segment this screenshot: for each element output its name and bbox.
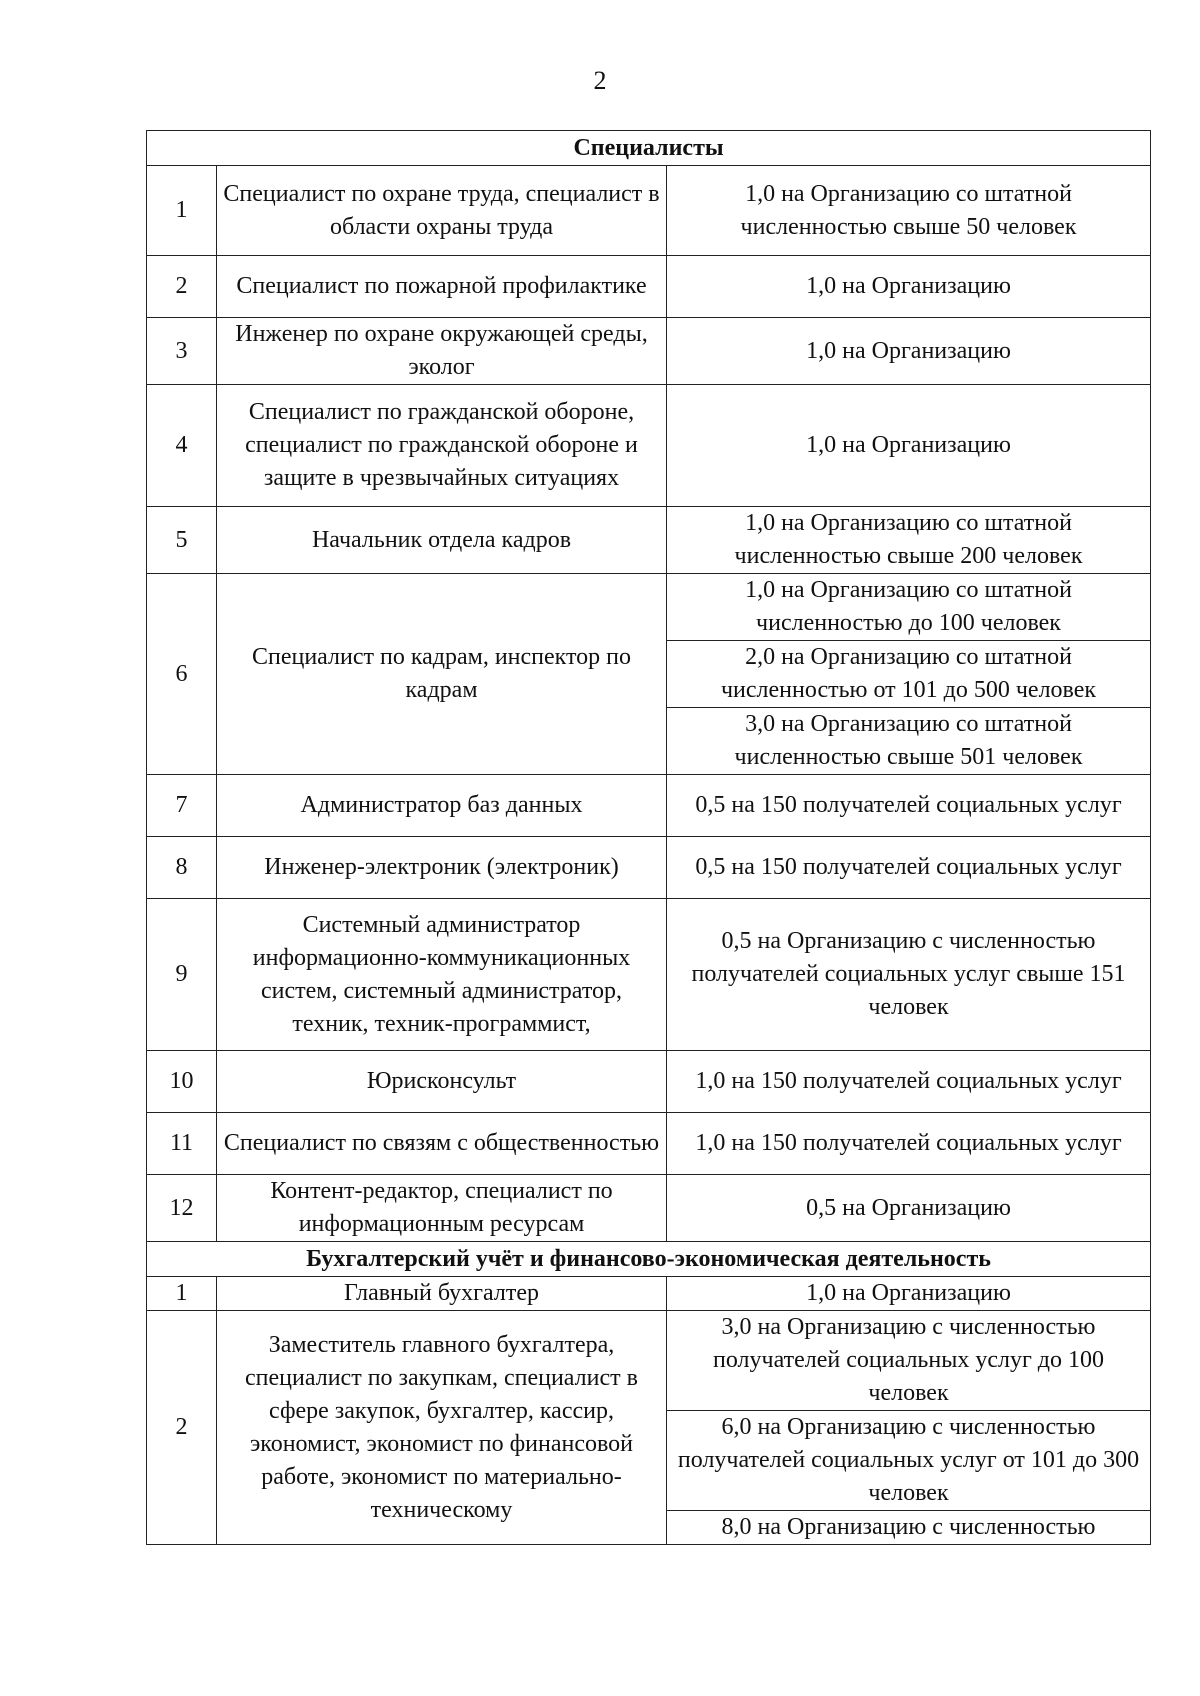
position-name: Специалист по гражданской обороне, специалист по гражданской обороне и защите в чрезвычайных ситуациях	[217, 385, 667, 507]
staff-norm: 0,5 на 150 получателей социальных услуг	[667, 837, 1151, 899]
staff-norm: 1,0 на Организацию со штатной численностью до 100 человек	[667, 574, 1151, 641]
table-row	[147, 507, 1151, 574]
staff-norm: 3,0 на Организацию с численностью получателей социальных услуг до 100 человек	[667, 1311, 1151, 1411]
row-number: 7	[147, 775, 217, 837]
table-row	[147, 166, 1151, 256]
row-number: 11	[147, 1113, 217, 1175]
staff-norm: 1,0 на 150 получателей социальных услуг	[667, 1113, 1151, 1175]
position-name: Специалист по охране труда, специалист в области охраны труда	[217, 166, 667, 256]
staff-norm: 1,0 на Организацию	[667, 385, 1151, 507]
staff-norm: 1,0 на Организацию	[667, 256, 1151, 318]
staff-norm: 1,0 на 150 получателей социальных услуг	[667, 1051, 1151, 1113]
row-number: 12	[147, 1175, 217, 1242]
table-row	[147, 1051, 1151, 1113]
row-number: 8	[147, 837, 217, 899]
position-name: Инженер-электроник (электроник)	[217, 837, 667, 899]
section-header-row	[147, 131, 1151, 166]
table-row	[147, 318, 1151, 385]
staff-norm: 1,0 на Организацию со штатной численностью свыше 200 человек	[667, 507, 1151, 574]
staff-norm: 1,0 на Организацию	[667, 1277, 1151, 1311]
row-number: 5	[147, 507, 217, 574]
row-number: 1	[147, 166, 217, 256]
table-row	[147, 256, 1151, 318]
staff-norm: 1,0 на Организацию со штатной численностью свыше 50 человек	[667, 166, 1151, 256]
position-name: Системный администратор информационно-коммуникационных систем, системный администратор, техник, техник-программист,	[217, 899, 667, 1051]
table-row	[147, 899, 1151, 1051]
staffing-table	[146, 130, 1151, 1545]
staff-norm: 8,0 на Организацию с численностью	[667, 1511, 1151, 1545]
position-name: Специалист по пожарной профилактике	[217, 256, 667, 318]
position-name: Главный бухгалтер	[217, 1277, 667, 1311]
position-name: Инженер по охране окружающей среды, эколог	[217, 318, 667, 385]
table-row	[147, 837, 1151, 899]
staff-norm: 2,0 на Организацию со штатной численностью от 101 до 500 человек	[667, 641, 1151, 708]
position-name: Юрисконсульт	[217, 1051, 667, 1113]
table-row	[147, 574, 1151, 641]
section-header-row	[147, 1242, 1151, 1277]
position-name: Контент-редактор, специалист по информационным ресурсам	[217, 1175, 667, 1242]
position-name: Заместитель главного бухгалтера, специалист по закупкам, специалист в сфере закупок, бухгалтер, кассир, экономист, экономист по финансовой работе, экономист по материально-техническому	[217, 1311, 667, 1545]
position-name: Начальник отдела кадров	[217, 507, 667, 574]
position-name: Специалист по кадрам, инспектор по кадрам	[217, 574, 667, 775]
table-row	[147, 1175, 1151, 1242]
row-number: 6	[147, 574, 217, 775]
staff-norm: 3,0 на Организацию со штатной численностью свыше 501 человек	[667, 708, 1151, 775]
staff-norm: 1,0 на Организацию	[667, 318, 1151, 385]
staff-norm: 0,5 на Организацию с численностью получателей социальных услуг свыше 151 человек	[667, 899, 1151, 1051]
table-row	[147, 775, 1151, 837]
position-name: Специалист по связям с общественностью	[217, 1113, 667, 1175]
row-number: 10	[147, 1051, 217, 1113]
row-number: 2	[147, 1311, 217, 1545]
row-number: 9	[147, 899, 217, 1051]
row-number: 1	[147, 1277, 217, 1311]
row-number: 3	[147, 318, 217, 385]
table-row	[147, 385, 1151, 507]
position-name: Администратор баз данных	[217, 775, 667, 837]
table-row	[147, 1113, 1151, 1175]
table-row	[147, 1277, 1151, 1311]
page-number: 2	[593, 66, 607, 95]
row-number: 2	[147, 256, 217, 318]
staff-norm: 6,0 на Организацию с численностью получателей социальных услуг от 101 до 300 человек	[667, 1411, 1151, 1511]
section-title: Специалисты	[147, 131, 1151, 166]
table-row	[147, 1311, 1151, 1411]
staff-norm: 0,5 на Организацию	[667, 1175, 1151, 1242]
staff-norm: 0,5 на 150 получателей социальных услуг	[667, 775, 1151, 837]
section-title: Бухгалтерский учёт и финансово-экономическая деятельность	[147, 1242, 1151, 1277]
row-number: 4	[147, 385, 217, 507]
